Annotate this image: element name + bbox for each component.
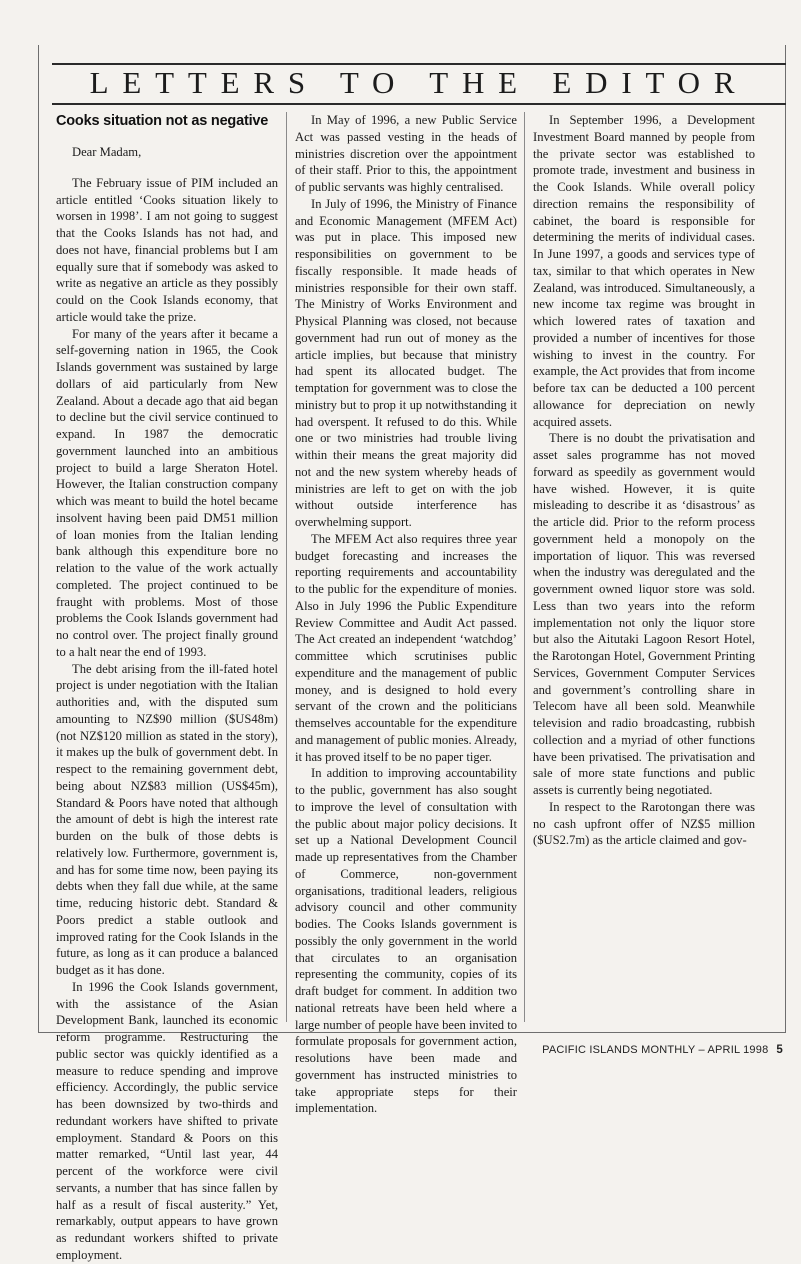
- column-divider: [524, 112, 525, 1022]
- letter-paragraph: In addition to improving accountability to the public, government has also sought to improve the level of consultation with the public about major policy decisions. It set up a National Development Council made up representatives from the Chamber of Commerce, non-government organisations, traditional leaders, religious advisory council and other community bodies. The Cooks Islands government is possibly the only government in the world that circulates to an organisation representing the community, copies of its draft budget for comment. In addition two national retreats have been held where a large number of people have been invited to formulate proposals for government action, resolutions have been made and government has instructed ministries to take appropriate steps for their implementation.: [295, 766, 517, 1116]
- letter-paragraph: There is no doubt the privatisation and asset sales programme has not moved forward as speedily as government would have wished. However, it is quite misleading to describe it as ‘disastrous’ as the article did. Prior to the reform process government held a monopoly on the importation of liquor. This was reversed when the industry was deregulated and the government owned liquor store was sold. Less than two years into the reform implementation not only the liquor store but also the Aitutaki Lagoon Resort Hotel, the Rarotongan Hotel, Government Printing Services, Government Computer Services and government’s controlling share in Telecom have all been sold. Meanwhile television and radio broadcasting, rubbish collection and a myriad of other functions have been privatised. The privatisation and sale of more state functions and public assets is currently being negotiated.: [533, 431, 755, 797]
- article-column-1: [56, 112, 278, 1262]
- letter-paragraph: In July of 1996, the Ministry of Finance and Economic Management (MFEM Act) was put in place. This imposed new responsibilities on government to be fiscally responsible. It made heads of ministries responsible for their own staff. The Ministry of Works Environment and Physical Planning was closed, not because government had run out of money as the article implies, but because that ministry had spent its allocated budget. The temptation for government was to close the ministry but to prop it up notwithstanding it had overspent. It refused to do this. While one or two ministries had trouble living within their means the great majority did not and the new system whereby heads of ministries are left to get on with the job without outside interference has overwhelming support.: [295, 196, 517, 529]
- page-footer: [542, 1044, 783, 1056]
- letter-paragraph: The MFEM Act also requires three year budget forecasting and increases the reporting requirements and accountability to the public for the expenditure of monies. Also in July 1996 the Public Expenditure Review Committee and Audit Act passed. The Act created an independent ‘watchdog’ committee which scrutinises public expenditure and the management of public money, and is designed to hold every servant of the crown and the politicians themselves accountable for the expenditure and management of public monies. Already, it has proved itself to be no paper tiger.: [295, 531, 517, 764]
- letter-headline: Cooks situation not as negative: [56, 113, 269, 129]
- letter-salutation: Dear Madam,: [72, 145, 142, 159]
- letter-paragraph: The February issue of PIM included an article entitled ‘Cooks situation likely to worsen in 1998’. I am not going to suggest that the Cooks Islands has not had, and does not have, financial problems but I am equally sure that if somebody was asked to write as negative an article as they possibly could on the Cook Islands economy, that article would take the prize.: [56, 175, 278, 324]
- article-column-2: [295, 112, 517, 1116]
- letter-paragraph: In respect to the Rarotongan there was no cash upfront offer of NZ$5 million ($US2.7m) as the article claimed and gov-: [533, 799, 755, 848]
- letter-paragraph: In September 1996, a Development Investment Board manned by people from the private sector was established to promote trade, investment and business in the Cook Islands. While overall policy direction remains the responsibility of cabinet, the board is responsible for determining the merits of individual cases. In June 1997, a goods and services type of tax, similar to that which operates in New Zealand, was introduced. Simultaneously, a new income tax regime was brought in which lowered rates of taxation and provided a number of incentives for those wishing to invest in the country. For example, the Act provides that from income before tax can be deducted a 100 percent allowance for depreciation on newly acquired assets.: [533, 113, 755, 429]
- column-divider: [286, 112, 287, 1022]
- section-title: LETTERS TO THE EDITOR: [89, 65, 749, 100]
- letter-paragraph: For many of the years after it became a self-governing nation in 1965, the Cook Islands government was sustained by large dollars of aid particularly from New Zealand. About a decade ago that aid began to decline but the civil service continued to expand. In 1987 the democratic government launched into an ambitious project to build a large Sheraton Hotel. However, the Italian construction company which was meant to build the hotel became insolvent having been paid DM51 million of loan monies from the Italian lending bank although this expenditure bore no relation to the value of the work actually completed. The project continued to be fraught with problems. Most of those problems the Cook Islands government had no control over. The project finally ground to a halt near the end of 1993.: [56, 326, 278, 659]
- letter-paragraph: The debt arising from the ill-fated hotel project is under negotiation with the Italian authorities and, with the disputed sum amounting to NZ$90 million ($US48m) (not NZ$120 million as stated in the story), it makes up the bulk of government debt. In respect to the remaining government debt, being about NZ$83 million (US$45m), Standard & Poors have noted that although the amount of debt is high the interest rate burden on the bulk of those debts is relatively low. Furthermore, government is, and has for some time now, been paying its debts when they fall due while, at the same time, reducing historic debt. Standard & Poors predict a stable outlook and improved rating for the Cook Islands in the future, as long as it can produce a balanced budget as it has done.: [56, 661, 278, 977]
- article-column-3: [533, 112, 755, 1024]
- letter-paragraph: In May of 1996, a new Public Service Act was passed vesting in the heads of ministries discretion over the appointment of their staff. Prior to this, the appointment of public servants was highly centralised.: [295, 113, 517, 194]
- header-rule-bottom: [52, 103, 786, 105]
- letter-paragraph: In 1996 the Cook Islands government, with the assistance of the Asian Development Bank, launched its economic reform programme. Restructuring the public sector was quickly identified as a measure to reduce spending and improve efficiency. Accordingly, the public service has been downsized by two-thirds and redundant workers have shifted to private employment. Standard & Poors on this matter remarked, “Until last year, 44 percent of the workforce were civil servants, a number that has since fallen by half as a result of fiscal austerity.” Yet, remarkably, output appears to have grown as redundant workers shifted to private employment.: [56, 979, 278, 1262]
- page-number: 5: [776, 1044, 783, 1056]
- footer-publication: PACIFIC ISLANDS MONTHLY – APRIL 1998: [542, 1044, 769, 1056]
